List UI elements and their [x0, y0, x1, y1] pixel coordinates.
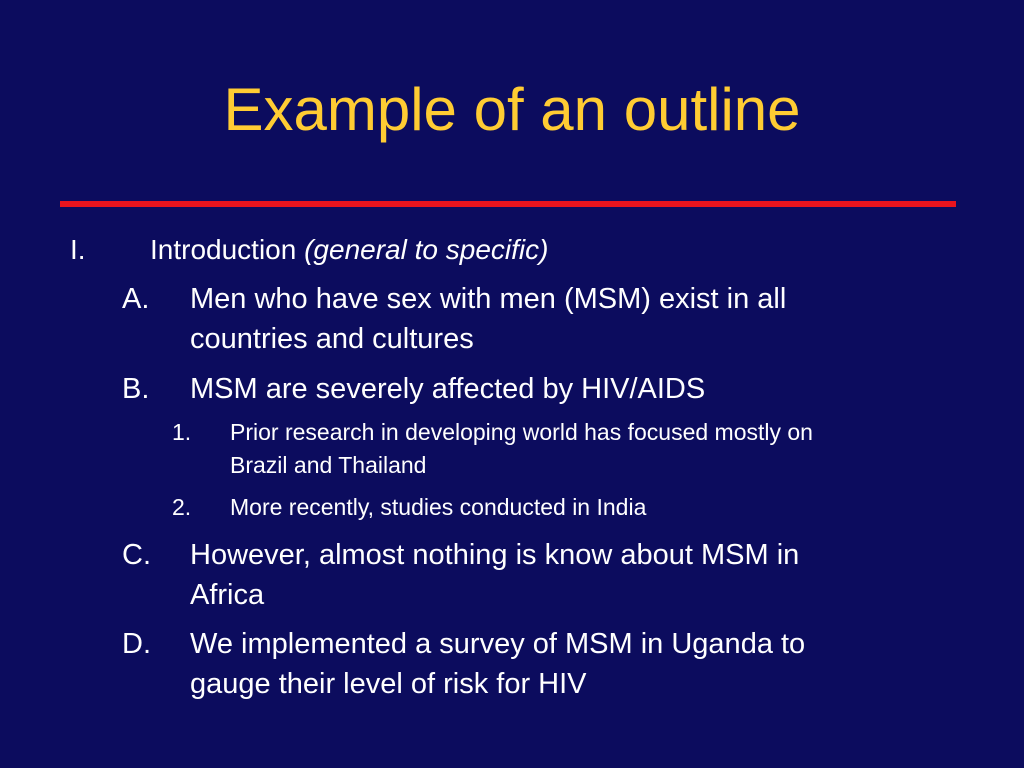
outline-text-main: Introduction: [150, 234, 305, 265]
outline-text-line2: Brazil and Thailand: [230, 452, 427, 478]
outline-text-emphasis: (general to specific): [304, 234, 549, 265]
outline-text-line2: gauge their level of risk for HIV: [190, 668, 587, 700]
outline-text-line2: Africa: [190, 579, 265, 611]
outline-text-line1: We implemented a survey of MSM in Uganda to: [190, 628, 806, 660]
title-divider: [60, 201, 956, 207]
outline-marker: A.: [122, 283, 150, 315]
outline-text-line1: Prior research in developing world has focused mostly on: [230, 419, 813, 445]
outline-marker: I.: [70, 234, 86, 265]
outline-text: [150, 230, 548, 270]
outline-text-line2: countries and cultures: [190, 323, 474, 355]
outline-text-line1: MSM are severely affected by HIV/AIDS: [190, 373, 706, 405]
outline-text-line1: More recently, studies conducted in India: [230, 494, 647, 520]
outline-text-line1: Men who have sex with men (MSM) exist in all: [190, 283, 787, 315]
outline-marker: 2.: [172, 494, 192, 520]
outline-marker: C.: [122, 539, 151, 571]
outline-marker: 1.: [172, 419, 192, 445]
slide-title: Example of an outline: [223, 76, 801, 143]
outline-marker: D.: [122, 628, 151, 660]
outline-text-line1: However, almost nothing is know about MSM in: [190, 539, 800, 571]
outline-marker: B.: [122, 373, 150, 405]
